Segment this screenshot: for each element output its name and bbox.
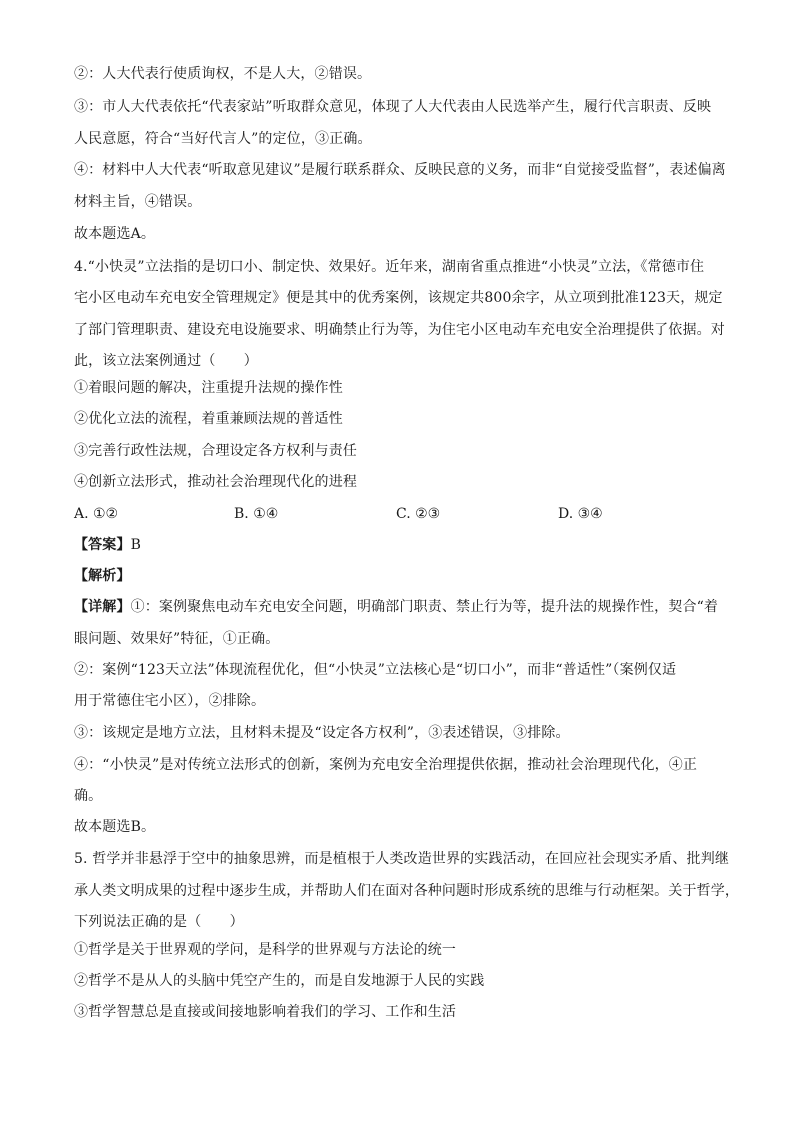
q3-conclusion: 故本题选A。 (74, 226, 156, 242)
q5-statement-3: ③哲学智慧总是直接或间接地影响着我们的学习、工作和生活 (74, 1004, 457, 1020)
q5-statement-1: ①哲学是关于世界观的学问，是科学的世界观与方法论的统一 (74, 942, 457, 958)
q4-stem-line-2: 宅小区电动车充电安全管理规定》便是其中的优秀案例，该规定共800余字，从立项到批准123天，规定 (74, 290, 723, 306)
q4-detail-4: ④：“小快灵”是对传统立法形式的创新，案例为充电安全治理提供依据，推动社会治理现代化，④正 (74, 757, 698, 773)
q5-stem-line-1: 5. 哲学并非悬浮于空中的抽象思辨，而是植根于人类改造世界的实践活动，在回应社会现实矛盾、批判继 (74, 851, 730, 867)
q3-analysis-line-3: ③：市人大代表依托“代表家站”听取群众意见，体现了人大代表由人民选举产生，履行代言职责、反映 (74, 99, 712, 115)
q3-analysis-line-4-cont: 材料主旨，④错误。 (74, 194, 202, 210)
q5-stem-line-2: 承人类文明成果的过程中逐步生成，并帮助人们在面对各种问题时形成系统的思维与行动框架。关于哲学， (74, 883, 740, 899)
q4-stem-line-1: 4.“小快灵”立法指的是切口小、制定快、效果好。近年来，湖南省重点推进“小快灵”立法，《常德市住 (74, 259, 705, 275)
q4-stem-line-3: 了部门管理职责、建设充电设施要求、明确禁止行为等，为住宅小区电动车充电安全治理提供了依据。对 (74, 322, 725, 338)
q4-statement-1: ①着眼问题的解决，注重提升法规的操作性 (74, 380, 343, 396)
q3-analysis-line-3-cont: 人民意愿，符合“当好代言人”的定位，③正确。 (74, 131, 372, 147)
q4-conclusion: 故本题选B。 (74, 819, 156, 835)
q5-statement-2: ②哲学不是从人的头脑中凭空产生的，而是自发地源于人民的实践 (74, 973, 485, 989)
q4-option-a: A. ①② (74, 506, 119, 522)
q3-analysis-line-2: ②：人大代表行使质询权，不是人大，②错误。 (74, 66, 372, 82)
q4-detail-1 (74, 597, 734, 617)
q4-statement-4: ④创新立法形式，推动社会治理现代化的进程 (74, 474, 357, 490)
q3-analysis-line-4: ④：材料中人大代表“听取意见建议”是履行联系群众、反映民意的义务，而非“自觉接受监督”，表述偏离 (74, 162, 726, 178)
q4-option-c: C. ②③ (396, 506, 441, 522)
q4-detail-4-cont: 确。 (74, 788, 103, 804)
answer-value: B (130, 537, 142, 553)
q4-analysis-tag: 【解析】 (74, 568, 131, 584)
q4-stem-line-4: 此，该立法案例通过（ ） (74, 353, 258, 369)
detail-1-text: ①：案例聚焦电动车充电安全问题，明确部门职责、禁止行为等，提升法的规操作性，契合“着 (130, 599, 719, 615)
q4-answer (74, 535, 734, 555)
q4-detail-3: ③：该规定是地方立法，且材料未提及“设定各方权利”，③表述错误，③排除。 (74, 725, 570, 741)
q4-detail-2: ②：案例“123天立法”体现流程优化，但“小快灵”立法核心是“切口小”，而非“普适性”（案例仅适 (74, 662, 677, 678)
q4-statement-3: ③完善行政性法规，合理设定各方权利与责任 (74, 443, 357, 459)
answer-tag: 【答案】 (74, 537, 131, 553)
q4-detail-2-cont: 用于常德住宅小区），②排除。 (74, 693, 266, 709)
q5-stem-line-3: 下列说法正确的是（ ） (74, 914, 244, 930)
q4-option-b: B. ①④ (234, 506, 279, 522)
q4-option-d: D. ③④ (558, 506, 603, 522)
q4-detail-1-cont: 眼问题、效果好”特征，①正确。 (74, 631, 280, 647)
detail-tag: 【详解】 (74, 599, 131, 615)
q4-statement-2: ②优化立法的流程，着重兼顾法规的普适性 (74, 411, 343, 427)
